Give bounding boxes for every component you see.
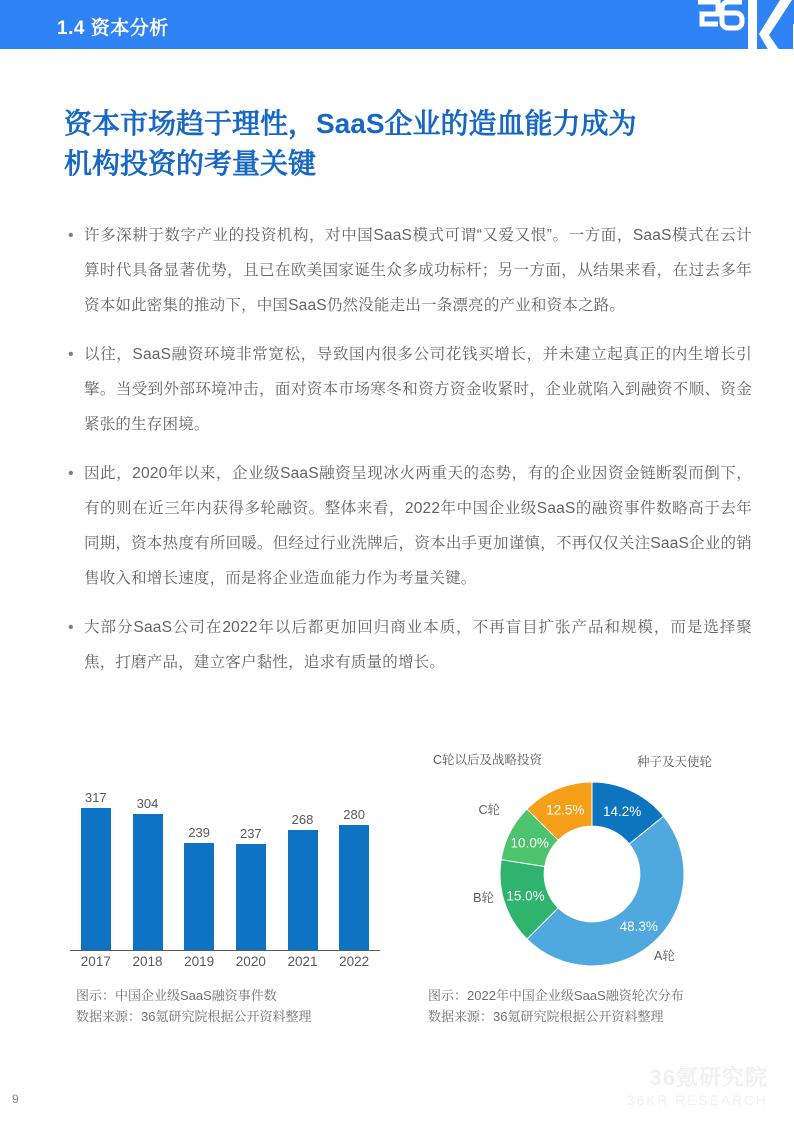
caption-bar-chart	[76, 985, 311, 1027]
bar	[133, 814, 163, 950]
caption-donut-chart	[428, 985, 684, 1027]
bar-chart-x-axis-labels	[70, 954, 380, 976]
watermark-english: 36KR RESEARCH	[626, 1092, 768, 1108]
bar-value-label: 268	[291, 812, 314, 828]
page-title-line-2: 机构投资的考量关键	[64, 148, 317, 179]
bar-chart-financing-events	[70, 762, 380, 984]
bullet-item	[62, 610, 752, 680]
donut-category-label: C轮以后及战略投资	[432, 753, 542, 767]
caption-title: 图示：2022年中国企业级SaaS融资轮次分布	[428, 988, 684, 1003]
donut-category-label: 种子及天使轮	[637, 755, 713, 769]
donut-chart-funding-rounds	[430, 746, 760, 986]
bar	[236, 844, 266, 950]
bar	[184, 843, 214, 950]
page-title	[64, 104, 754, 184]
bar-chart-plot-area	[70, 772, 380, 950]
bar	[81, 808, 111, 950]
donut-category-label: C轮	[478, 803, 500, 817]
bar-category-label: 2022	[339, 954, 370, 969]
bullet-paragraph: 以往，SaaS融资环境非常宽松，导致国内很多公司花钱买增长，并未建立起真正的内生增长引擎。当受到外部环境冲击，面对资本市场寒冬和资方资金收紧时，企业就陷入到融资不顺、资金紧张的生存困境。	[84, 346, 752, 433]
charts-row	[0, 742, 794, 992]
brand-logo-36kr-icon	[680, 0, 794, 72]
bullet-marker-icon: •	[68, 619, 74, 636]
bar-chart-axis-line	[70, 950, 380, 952]
bar-column	[81, 790, 111, 950]
donut-value-label: 10.0%	[510, 835, 549, 851]
bar-column	[236, 826, 266, 950]
bar-value-label: 237	[239, 826, 262, 842]
donut-value-label: 15.0%	[506, 888, 545, 904]
footer-watermark	[626, 1064, 768, 1108]
bullet-item	[62, 456, 752, 596]
bar-value-label: 280	[343, 806, 366, 822]
donut-value-label: 12.5%	[546, 802, 585, 818]
header-band	[0, 0, 794, 49]
bar-category-label: 2018	[132, 954, 163, 969]
bar-category-label: 2021	[287, 954, 318, 969]
bar-column	[133, 796, 163, 950]
bar	[339, 825, 369, 950]
bar-category-label: 2017	[80, 954, 111, 969]
caption-title: 图示：中国企业级SaaS融资事件数	[76, 988, 277, 1003]
body-copy	[62, 218, 752, 694]
caption-source: 数据来源：36氪研究院根据公开资料整理	[428, 1009, 664, 1024]
bullet-item	[62, 218, 752, 323]
bullet-marker-icon: •	[68, 227, 74, 244]
bar-column	[184, 825, 214, 950]
bar-category-label: 2020	[235, 954, 266, 969]
bar-value-label: 317	[84, 790, 107, 806]
bullet-paragraph: 许多深耕于数字产业的投资机构，对中国SaaS模式可谓“又爱又恨”。一方面，SaaS模式在云计算时代具备显著优势，且已在欧美国家诞生众多成功标杆；另一方面，从结果来看，在过去多年资本如此密集的推动下，中国SaaS仍然没能走出一条漂亮的产业和资本之路。	[84, 227, 752, 314]
donut-value-label: 14.2%	[603, 803, 642, 819]
bullet-item	[62, 337, 752, 442]
page-number: 9	[12, 1092, 19, 1106]
donut-value-label: 48.3%	[619, 919, 658, 935]
donut-category-label: A轮	[654, 949, 675, 963]
bullet-paragraph: 大部分SaaS公司在2022年以后都更加回归商业本质，不再盲目扩张产品和规模，而是选择聚焦，打磨产品，建立客户黏性，追求有质量的增长。	[84, 619, 752, 671]
bullet-marker-icon: •	[68, 346, 74, 363]
bar-category-label: 2019	[184, 954, 215, 969]
watermark-chinese: 36氪研究院	[649, 1064, 768, 1090]
page-title-line-1: 资本市场趋于理性，SaaS企业的造血能力成为	[64, 108, 637, 139]
donut-category-label: B轮	[473, 891, 494, 905]
bar-value-label: 239	[188, 825, 211, 841]
caption-source: 数据来源：36氪研究院根据公开资料整理	[76, 1009, 312, 1024]
bullet-marker-icon: •	[68, 465, 74, 482]
bar	[288, 830, 318, 950]
section-label: 1.4 资本分析	[57, 18, 169, 39]
bar-value-label: 304	[136, 796, 159, 812]
bullet-paragraph: 因此，2020年以来，企业级SaaS融资呈现冰火两重天的态势，有的企业因资金链断裂而倒下，有的则在近三年内获得多轮融资。整体来看，2022年中国企业级SaaS的融资事件数略高于去年同期，资本热度有所回暖。但经过行业洗牌后，资本出手更加谨慎，不再仅仅关注SaaS企业的销售收入和增长速度，而是将企业造血能力作为考量关键。	[84, 465, 752, 587]
chart-captions	[0, 985, 794, 1035]
bar-column	[288, 812, 318, 950]
donut-chart-svg	[430, 746, 760, 986]
bar-column	[339, 806, 369, 950]
